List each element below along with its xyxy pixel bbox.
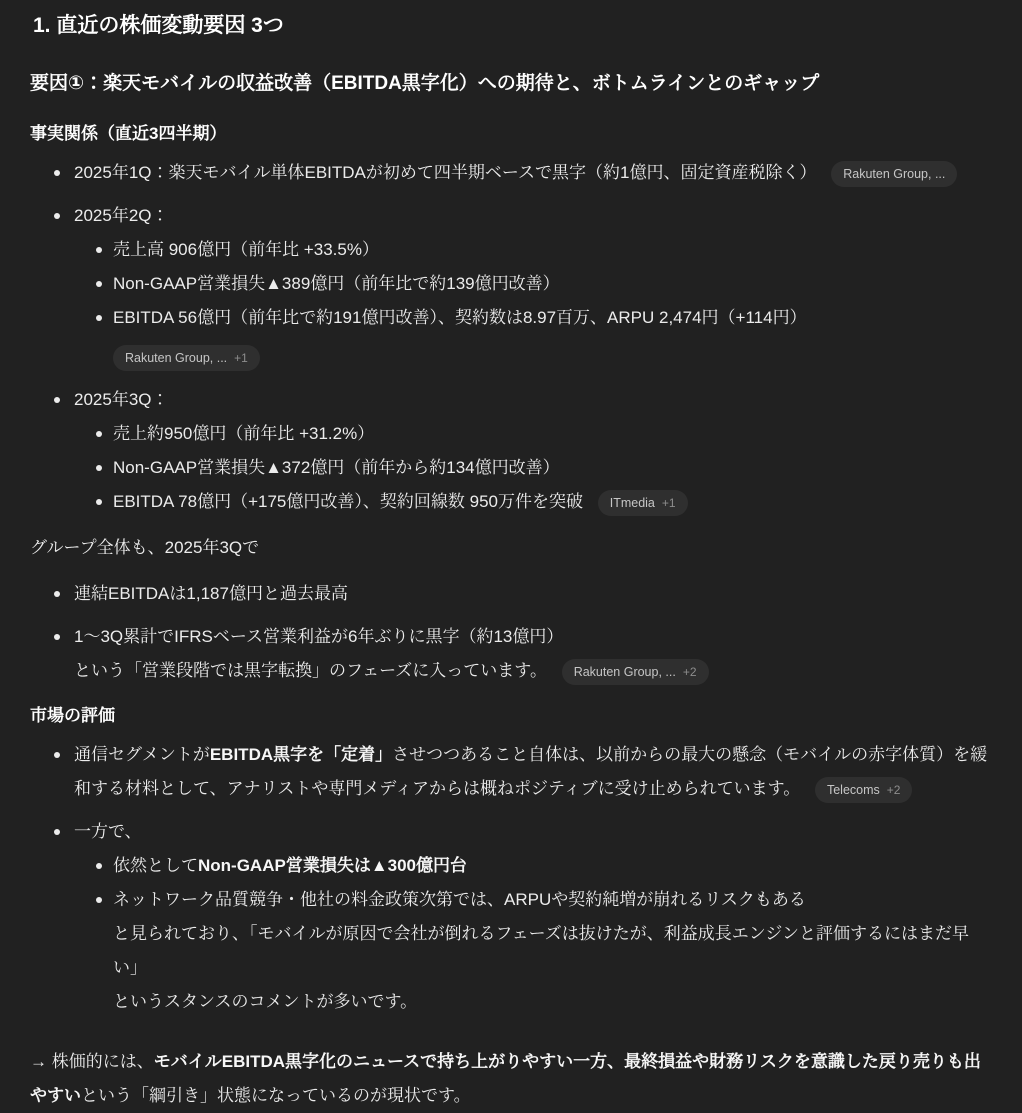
- citation-source-label: ITmedia: [609, 495, 655, 510]
- list-item-text: EBITDA 56億円（前年比で約191億円改善）、契約数は8.97百万、ARPU 2,474円（+114円）: [113, 308, 807, 327]
- list-item: [52, 738, 992, 806]
- list-item-continuation: [74, 654, 992, 688]
- list-item-text: 一方で、: [74, 822, 142, 841]
- list-item-continuation: と見られており、「モバイルが原因で会社が倒れるフェーズは抜けたが、利益成長エンジンと評価するにはまだ早い」: [113, 924, 969, 977]
- citation-source-label: Rakuten Group, ...: [843, 166, 946, 181]
- conclusion-text: という「綱引き」状態になっているのが現状です。: [81, 1086, 471, 1105]
- citation-source-label: Telecoms: [826, 782, 880, 797]
- list-item: [96, 485, 992, 519]
- facts-section-title: 事実関係（直近3四半期）: [30, 124, 227, 143]
- citation-extra-count: +1: [661, 495, 676, 510]
- market-list: [30, 738, 992, 1019]
- list-item: [96, 267, 992, 301]
- list-item-q1: [52, 156, 992, 190]
- conclusion-text-bold: モバイルEBITDA黒字化のニュースで持ち上がりやすい一方、最終損益や財務リスクを意識した戻り売りも出やすい: [30, 1052, 981, 1105]
- list-item-q2: [52, 199, 992, 374]
- list-item: [96, 417, 992, 451]
- group-intro-paragraph: グループ全体も、2025年3Qで: [30, 538, 260, 557]
- list-item-text: 2025年3Q：: [74, 390, 169, 409]
- citation-extra-count: +1: [234, 350, 248, 365]
- citation-source-label: Rakuten Group, ...: [573, 664, 676, 679]
- list-item: [52, 815, 992, 1019]
- q3-sublist: [74, 417, 992, 519]
- list-item-text: 2025年2Q：: [74, 206, 169, 225]
- citation-pill[interactable]: [815, 777, 912, 803]
- facts-list: [30, 156, 992, 519]
- citation-source-label: Rakuten Group, ...: [125, 350, 228, 365]
- list-item-text: 売上約950億円（前年比 +31.2%）: [113, 424, 375, 443]
- citation-pill[interactable]: [831, 161, 957, 187]
- group-list: [30, 577, 992, 688]
- list-item-text: という「営業段階では黒字転換」のフェーズに入っています。: [74, 661, 547, 680]
- factor1-heading: 要因①：楽天モバイルの収益改善（EBITDA黒字化）への期待と、ボトムラインとのギャップ: [30, 73, 820, 94]
- q2-sublist: [74, 233, 992, 374]
- citation-pill[interactable]: [562, 659, 709, 685]
- citation-extra-count: +2: [682, 664, 697, 679]
- list-item: [96, 233, 992, 267]
- market-section-title: 市場の評価: [30, 706, 115, 725]
- list-item: [52, 620, 992, 688]
- list-item: [96, 883, 992, 1019]
- list-item-q3: [52, 383, 992, 519]
- list-item-text: 2025年1Q：楽天モバイル単体EBITDAが初めて四半期ベースで黒字（約1億円、固定資産税除く）: [74, 163, 817, 182]
- list-item-text: Non-GAAP営業損失▲389億円（前年比で約139億円改善）: [113, 274, 560, 293]
- citation-row: [113, 340, 992, 374]
- list-item-text: EBITDA 78億円（+175億円改善）、契約回線数 950万件を突破: [113, 492, 583, 511]
- citation-pill[interactable]: [113, 345, 260, 371]
- list-item-text: 売上高 906億円（前年比 +33.5%）: [113, 240, 379, 259]
- conclusion-text: → 株価的には、: [30, 1052, 154, 1071]
- list-item-text-bold: Non-GAAP営業損失は▲300億円台: [198, 856, 468, 875]
- conclusion-paragraph: [30, 1045, 992, 1113]
- section-heading: 1. 直近の株価変動要因 3つ: [33, 14, 284, 37]
- list-item-text: 連結EBITDAは1,187億円と過去最高: [74, 584, 348, 603]
- list-item-text: ネットワーク品質競争・他社の料金政策次第では、ARPUや契約純増が崩れるリスクもある: [113, 890, 806, 909]
- list-item-text-bold: EBITDA黒字を「定着」: [209, 745, 393, 764]
- list-item: [96, 451, 992, 485]
- list-item: [96, 849, 992, 883]
- citation-extra-count: +2: [886, 782, 901, 797]
- list-item-continuation: というスタンスのコメントが多いです。: [113, 992, 418, 1011]
- list-item: [96, 301, 992, 374]
- list-item: [52, 577, 992, 611]
- list-item-text: 依然として: [113, 856, 198, 875]
- list-item-text: させつつあること自体は、以前からの最大の懸念（モバイルの赤字体質）を緩和する材料として、アナリストや専門メディアからは概ねポジティブに受け止められています。: [74, 745, 988, 798]
- list-item-text: Non-GAAP営業損失▲372億円（前年から約134億円改善）: [113, 458, 560, 477]
- list-item-text: 1〜3Q累計でIFRSベース営業利益が6年ぶりに黒字（約13億円）: [74, 627, 564, 646]
- list-item-text: 通信セグメントが: [74, 745, 210, 764]
- market-sublist: [74, 849, 992, 1019]
- citation-pill[interactable]: [598, 490, 688, 516]
